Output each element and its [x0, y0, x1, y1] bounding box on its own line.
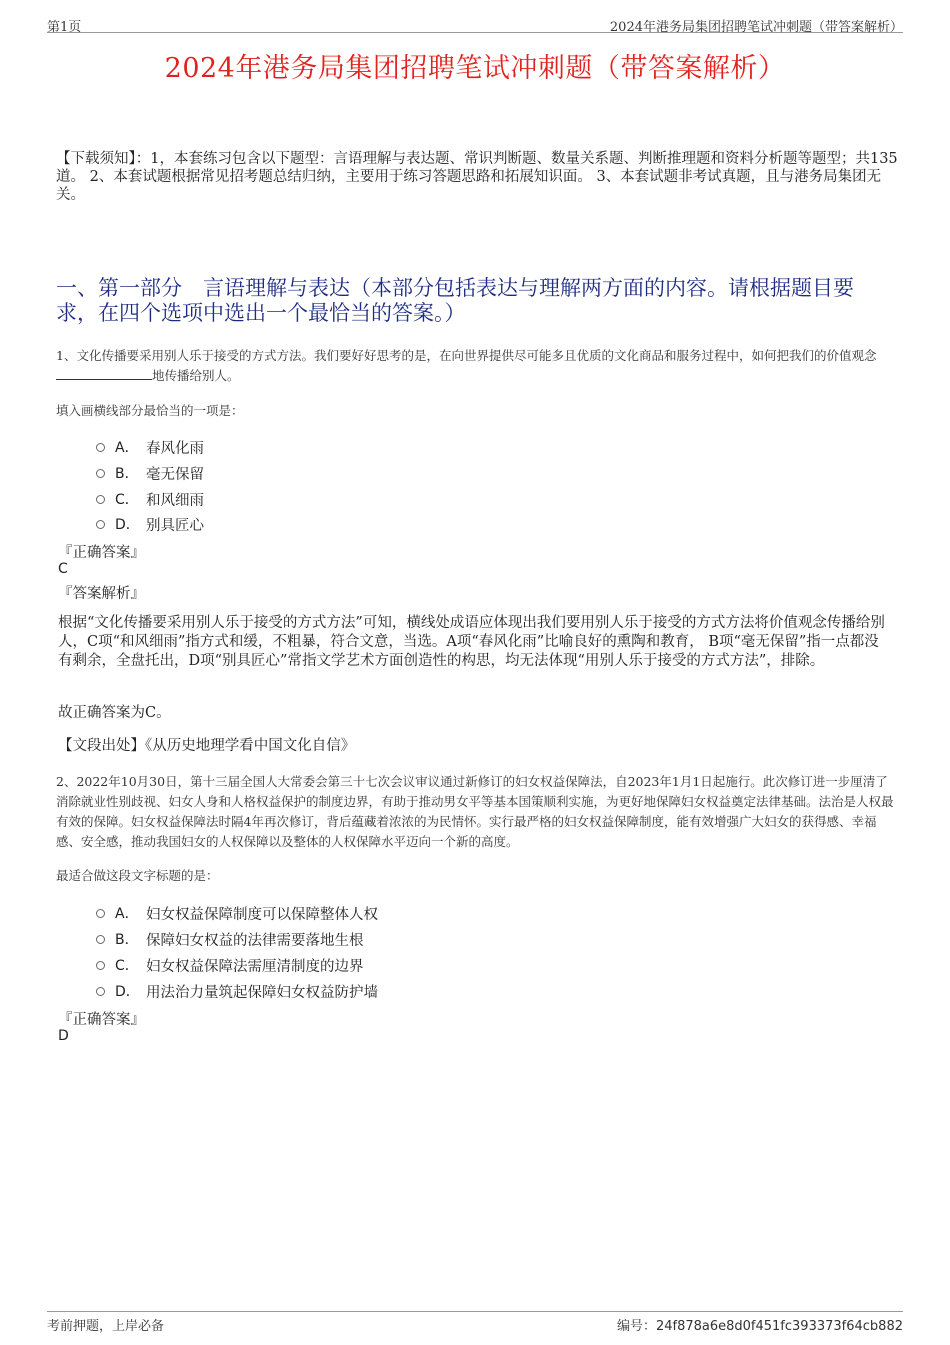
option-text: 和风细雨	[146, 493, 204, 509]
header-doc-title: 2024年港务局集团招聘笔试冲刺题（带答案解析）	[609, 20, 903, 35]
option-letter: A．	[115, 440, 139, 456]
question-2-prompt: 最适合做这段文字标题的是：	[56, 868, 219, 883]
footer-code-value: 24f878a6e8d0f451fc393373f64cb882	[655, 1319, 903, 1334]
question-1-answer-label: 『正确答案』	[58, 545, 145, 561]
option-text: 妇女权益保障制度可以保障整体人权	[146, 907, 378, 923]
question-2-answer-label: 『正确答案』	[58, 1012, 145, 1028]
option-text: 用法治力量筑起保障妇女权益防护墙	[146, 985, 378, 1001]
question-1-source: 【文段出处】《从历史地理学看中国文化自信》	[58, 738, 356, 754]
radio-button[interactable]	[96, 495, 105, 504]
footer-code-label: 编号：	[616, 1319, 656, 1334]
page-number: 第1页	[47, 20, 82, 35]
radio-button[interactable]	[96, 443, 105, 452]
option-text: 毫无保留	[146, 467, 204, 483]
option-text: 保障妇女权益的法律需要落地生根	[146, 933, 364, 949]
fill-blank-line	[56, 367, 152, 380]
option-letter: A．	[115, 906, 139, 922]
option-text: 别具匠心	[146, 518, 204, 534]
radio-button[interactable]	[96, 987, 105, 996]
radio-button[interactable]	[96, 961, 105, 970]
question-1-analysis: 根据“文化传播要采用别人乐于接受的方式方法”可知，横线处成语应体现出我们要用别人乐于接受的方式方法将价值观念传播给别人，C项“和风细雨”指方式和缓，不粗暴，符合文意，当选。A项“春风化雨”比喻良好的熏陶和教育， B项“毫无保留”指一点都没有剩余，全盘托出，D项“别具匠心”常指文学艺术方面创造性的构思，均无法体现“用别人乐于接受的方式方法”，排除。	[58, 615, 885, 669]
question-1-analysis-label: 『答案解析』	[58, 586, 145, 602]
question-1-stem	[56, 346, 898, 386]
question-2-stem: 2、2022年10月30日，第十三届全国人大常委会第三十七次会议审议通过新修订的妇女权益保障法，自2023年1月1日起施行。此次修订进一步厘清了消除就业性别歧视、妇女人身和人格权益保护的制度边界，有助于推动男女平等基本国策顺利实施，为更好地保障妇女权益奠定法律基础。法治是人权最有效的保障。妇女权益保障法时隔4年再次修订，背后蕴藏着浓浓的为民情怀。实行最严格的妇女权益保障制度，能有效增强广大妇女的获得感、幸福感、安全感，推动我国妇女的人权保障以及整体的人权保障水平迈向一个新的高度。	[56, 774, 894, 849]
document-title: 2024年港务局集团招聘笔试冲刺题（带答案解析）	[164, 53, 786, 84]
footer-slogan: 考前押题，上岸必备	[47, 1319, 165, 1334]
option-letter: C．	[115, 958, 139, 974]
page-footer	[47, 1311, 903, 1332]
download-notice: 【下载须知】：1，本套练习包含以下题型：言语理解与表达题、常识判断题、数量关系题、判断推理题和资料分析题等题型；共135道。 2、本套试题根据常见招考题总结归纳，主要用于练习答题思路和拓展知识面。 3、本套试题非考试真题，且与港务局集团无关。	[56, 151, 898, 203]
radio-button[interactable]	[96, 520, 105, 529]
option-letter: B．	[115, 466, 139, 482]
question-1-stem-part-a: 1、文化传播要采用别人乐于接受的方式方法。我们要好好思考的是，在向世界提供尽可能多且优质的文化商品和服务过程中，如何把我们的价值观念	[56, 348, 877, 363]
option-letter: B．	[115, 932, 139, 948]
section-heading: 一、第一部分 言语理解与表达（本部分包括表达与理解两方面的内容。请根据题目要求，在四个选项中选出一个最恰当的答案。）	[56, 276, 854, 325]
page-header	[47, 14, 903, 33]
option-letter: C．	[115, 492, 139, 508]
question-1-conclusion: 故正确答案为C。	[58, 705, 171, 721]
footer-code	[617, 1315, 903, 1334]
radio-button[interactable]	[96, 909, 105, 918]
question-1-stem-part-b: 地传播给别人。	[152, 368, 240, 383]
question-1-answer: C	[58, 561, 68, 577]
option-letter: D．	[115, 984, 140, 1000]
question-1-prompt: 填入画横线部分最恰当的一项是：	[56, 403, 244, 418]
option-letter: D．	[115, 517, 140, 533]
question-2-answer: D	[58, 1028, 69, 1044]
radio-button[interactable]	[96, 469, 105, 478]
option-text: 妇女权益保障法需厘清制度的边界	[146, 959, 364, 975]
option-text: 春风化雨	[146, 441, 204, 457]
radio-button[interactable]	[96, 935, 105, 944]
